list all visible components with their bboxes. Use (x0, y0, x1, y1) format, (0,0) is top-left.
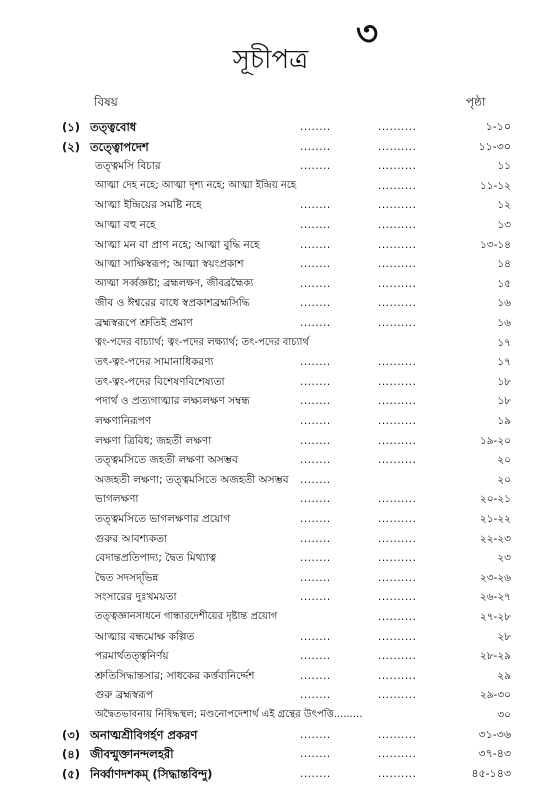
toc-leader-dots: .......... (378, 689, 417, 702)
toc-entry (0, 391, 541, 411)
toc-entry-title: অনাত্মশ্রীবিগর্হণ প্রকরণ (90, 727, 198, 742)
toc-entry-number: (৫) (62, 766, 80, 781)
toc-leader-dots: ........ (300, 121, 331, 133)
toc-leader-dots: .......... (378, 591, 417, 604)
toc-entry-page: ২০ (497, 454, 511, 467)
toc-entry (0, 764, 541, 784)
toc-leader-dots: .......... (378, 728, 417, 741)
page-title: সূচীপত্র (232, 45, 309, 75)
toc-entry-page: ২৯-৩০ (479, 689, 511, 702)
toc-leader-dots: ........ (300, 140, 331, 153)
toc-entry-page: ৩০ (497, 709, 511, 721)
toc-entry (0, 685, 541, 705)
toc-entry-title: পদার্থ ও প্রত্যগাত্মার লক্ষ্যলক্ষণ সম্বন্ধ (95, 395, 250, 408)
toc-entry (0, 627, 541, 647)
toc-entry (0, 333, 541, 353)
toc-leader-dots: ........ (300, 375, 331, 388)
toc-entry-page: ২৮ (497, 630, 511, 643)
toc-entry (0, 725, 541, 745)
toc-entry-page: ২৯ (497, 669, 511, 682)
toc-entry (0, 156, 541, 176)
toc-entry-title: জীবন্মুক্তানন্দলহরী (90, 747, 174, 762)
toc-entry-page: ১১-৩০ (478, 139, 511, 153)
toc-entry-page: ২০ (497, 473, 511, 486)
toc-entry-title: আত্মা ইন্দ্রিয়ের সমষ্টি নহে (95, 199, 202, 212)
toc-leader-dots: .......... (378, 395, 417, 408)
toc-entry-page: ১৩ (497, 219, 511, 231)
toc-entry-page: ২৩-২৬ (479, 571, 511, 584)
toc-leader-dots: ........ (300, 434, 331, 447)
toc-entry-page: ১১-১২ (479, 179, 511, 192)
toc-leader-dots: .......... (378, 571, 417, 584)
toc-leader-dots: ........ (300, 532, 331, 545)
toc-entry-page: ১৩-১৪ (479, 238, 511, 251)
toc-entry (0, 568, 541, 588)
toc-entry-number: (৪) (62, 747, 80, 762)
toc-entry (0, 607, 541, 627)
toc-leader-dots: .......... (378, 356, 417, 369)
toc-leader-dots: .......... (378, 650, 417, 663)
toc-leader-dots: .......... (378, 434, 417, 447)
toc-entry (0, 195, 541, 215)
toc-entry-title: জীব ও ঈশ্বরের বাধে স্বপ্রকাশব্রহ্মসিদ্ধি (95, 297, 250, 310)
toc-leader-dots: .......... (378, 630, 417, 643)
header-subject: বিষয় (94, 95, 118, 109)
toc-entry (0, 372, 541, 392)
toc-entry (0, 176, 541, 196)
toc-leader-dots: .......... (378, 199, 417, 212)
toc-entry-title: তৎ-ত্বং-পদের সামানাধিকরণ্য (95, 356, 214, 369)
toc-entry (0, 705, 541, 725)
toc-entry (0, 529, 541, 549)
toc-entry-title: নির্ব্বাণদশকম্ (সিদ্ধান্তবিন্দু) (90, 766, 213, 781)
toc-leader-dots: .......... (378, 513, 417, 525)
toc-leader-dots: ........ (300, 277, 331, 290)
toc-leader-dots: ........ (300, 219, 331, 231)
toc-entry-title: পরমার্থতত্ত্বনির্ণয় (95, 650, 169, 663)
toc-entry (0, 489, 541, 509)
toc-entry (0, 431, 541, 451)
toc-leader-dots: ........ (300, 591, 331, 604)
toc-leader-dots: ........ (300, 650, 331, 663)
toc-leader-dots: ........ (300, 513, 331, 525)
toc-entry (0, 215, 541, 235)
toc-leader-dots: .......... (378, 375, 417, 388)
toc-leader-dots: ........ (300, 689, 331, 702)
toc-leader-dots: .......... (378, 454, 417, 467)
toc-entry-title: অজহতী লক্ষণা; তত্ত্বমসিতে অজহতী অসম্ভব (95, 473, 289, 486)
toc-leader-dots: ........ (300, 356, 331, 369)
toc-entry-title: দ্বৈত সদসদ্‌ভিন্ন (95, 571, 159, 584)
toc-entry-title: শ্রুতিসিদ্ধান্তসার; সাধকের কর্ত্তব্যনির্দ্দেশ (95, 669, 255, 682)
toc-entry-number: (৩) (62, 727, 80, 742)
toc-leader-dots: ........ (300, 317, 331, 329)
toc-entry-page: ১৯-২০ (479, 434, 511, 447)
toc-entry-page: ১৪ (497, 258, 511, 271)
toc-entry-title: তত্ত্বমসিতে ভাগলক্ষণার প্রয়োগ (95, 513, 231, 525)
toc-entry-page: ১২ (497, 199, 511, 212)
toc-leader-dots: .......... (378, 317, 417, 329)
toc-entry-title: লক্ষণা ত্রিবিধ; জহতী লক্ষণা (95, 434, 212, 447)
toc-leader-dots: ........ (300, 669, 331, 682)
toc-entry-page: ২১-২২ (479, 513, 511, 525)
toc-entry-page: ১১ (497, 160, 511, 173)
toc-entry (0, 548, 541, 568)
toc-entry-title: গুরু ব্রহ্মস্বরূপ (95, 689, 153, 702)
toc-leader-dots: ........ (300, 199, 331, 212)
toc-entry-title: গুরুর আবশ্যকতা (95, 532, 168, 545)
toc-leader-dots: ........ (300, 415, 331, 427)
toc-leader-dots: .......... (378, 160, 417, 173)
toc-entry-title: আত্মার বন্ধমোক্ষ কল্পিত (95, 630, 195, 643)
toc-entry-title: তত্ত্বমসিতে জহতী লক্ষণা অসম্ভব (95, 454, 238, 467)
page-number: ৩ (356, 14, 379, 54)
toc-entry-page: ২২-২৩ (479, 532, 511, 545)
toc-leader-dots: ........ (300, 728, 331, 741)
toc-entry (0, 646, 541, 666)
toc-leader-dots: ........ (300, 630, 331, 643)
toc-leader-dots: .......... (378, 611, 417, 623)
toc-entry-page: ৪৫-১৪৩ (471, 766, 511, 780)
toc-leader-dots: ........ (300, 748, 331, 761)
toc-entry (0, 666, 541, 686)
toc-leader-dots: .......... (378, 552, 417, 565)
toc-leader-dots: .......... (378, 748, 417, 761)
toc-entry-title: তত্ত্বজ্ঞানসাধনে গান্ধারদেশীয়ের দৃষ্টান্ত প্রয়োগ (95, 611, 278, 622)
toc-entry-title: আত্মা দেহ নহে; আত্মা দৃশ্য নহে; আত্মা ইন্দ্রিয় নহে (95, 179, 297, 191)
toc-entry-title: আত্মা মন বা প্রাণ নহে; আত্মা বুদ্ধি নহে (95, 238, 260, 251)
toc-leader-dots: ........ (300, 454, 331, 467)
toc-entry-title: বেদান্তপ্রতিপাদ্য; দ্বৈত মিথ্যাত্ব (95, 552, 217, 565)
toc-leader-dots: ........ (300, 571, 331, 584)
toc-entry (0, 587, 541, 607)
toc-leader-dots: .......... (378, 121, 417, 133)
toc-entry-title: লক্ষণানিরূপণ (95, 415, 152, 427)
toc-entry (0, 254, 541, 274)
toc-entry-page: ২৮-২৯ (479, 650, 511, 663)
toc-entry-page: ১৬ (497, 297, 511, 310)
toc-entry-page: ২৬-২৭ (479, 591, 511, 604)
toc-entry-title: তত্ত্বমসি বিচার (95, 160, 161, 173)
toc-entry-page: ১৫ (497, 277, 511, 290)
toc-entry-title: ভাগলক্ষণা (95, 493, 139, 506)
toc-entry (0, 235, 541, 255)
toc-entry (0, 509, 541, 529)
toc-entry-page: ২০-২১ (479, 493, 511, 506)
toc-entry-number: (১) (62, 120, 80, 134)
toc-entry-number: (২) (62, 139, 80, 154)
toc-leader-dots: .......... (378, 532, 417, 545)
toc-entry (0, 274, 541, 294)
toc-leader-dots: .......... (378, 277, 417, 290)
toc-entry-page: ১৮ (497, 375, 511, 388)
toc-entry-page: ১৯ (497, 415, 511, 427)
toc-leader-dots: ........ (300, 238, 331, 251)
toc-leader-dots: .......... (378, 415, 417, 427)
toc-entry (0, 744, 541, 764)
toc-leader-dots: .......... (378, 140, 417, 153)
toc-leader-dots: .......... (378, 493, 417, 506)
toc-leader-dots: ........ (300, 297, 331, 310)
toc-leader-dots: ........ (300, 160, 331, 173)
toc-leader-dots: .......... (378, 219, 417, 231)
toc-leader-dots: .......... (378, 238, 417, 251)
toc-entry-title: ব্রহ্মস্বরূপে শ্রুতিই প্রমাণ (95, 317, 193, 329)
toc-entry-page: ৩১-৩৬ (478, 727, 511, 741)
toc-leader-dots: ........ (300, 552, 331, 565)
toc-leader-dots: ........ (300, 473, 331, 486)
toc-entry-title: আত্মা বহু নহে (95, 219, 156, 231)
toc-entry (0, 117, 541, 137)
toc-entry (0, 137, 541, 157)
toc-leader-dots: .......... (378, 767, 417, 780)
toc-entry (0, 411, 541, 431)
toc-leader-dots: ........ (300, 258, 331, 271)
toc-leader-dots: .......... (378, 297, 417, 310)
toc-entry (0, 352, 541, 372)
toc-entry-page: ১৮ (497, 395, 511, 408)
toc-leader-dots: .......... (378, 179, 417, 192)
toc-entry-title: ত্বং-পদের বাচ্যার্থ; ত্বং-পদের লক্ষ্যার্থ; তৎ-পদের বাচ্যার্থ (95, 336, 309, 348)
toc-entry-title: আত্মা সর্ব্বজ্ঞষ্টা; ব্রহ্মলক্ষণ, জীবব্রহ্মৈক্য (95, 277, 254, 289)
toc-leader-dots: ........ (300, 767, 331, 780)
toc-leader-dots: .......... (378, 669, 417, 682)
toc-entry-title: তৎ-ত্বং-পদের বিশেষণবিশেষ্যতা (95, 375, 225, 388)
toc-entry-page: ১-১০ (485, 120, 511, 133)
toc-entry-page: ২৭-২৮ (479, 611, 511, 623)
toc-leader-dots: ........ (300, 395, 331, 408)
header-page: পৃষ্ঠা (466, 95, 486, 109)
toc-entry (0, 293, 541, 313)
toc-entry-title: তত্ত্ববোধ (90, 120, 137, 134)
toc-entry (0, 313, 541, 333)
toc-leader-dots: ........ (300, 493, 331, 506)
toc-entry-title: সংসারের দুঃখময়তা (95, 591, 177, 604)
toc-entry-page: ১৬ (497, 317, 511, 329)
toc-entry-title: তত্ত্বোপদেশ (90, 139, 149, 154)
toc-entry (0, 470, 541, 490)
toc-entry-page: ৩৭-৪৩ (478, 747, 511, 761)
toc-entry-page: ১৭ (497, 356, 511, 369)
toc-entry-page: ২৩ (497, 552, 511, 565)
toc-leader-dots: .......... (378, 258, 417, 271)
toc-entry-title: আত্মা সাক্ষিস্বরূপ; আত্মা স্বয়ংপ্রকাশ (95, 258, 244, 271)
toc-entry-title: অদ্বৈতভাবনায় নিষিদ্ধস্থল; মণ্ডনোপদেশার্থ এই গ্রন্থের উৎপত্তি......... (95, 709, 363, 720)
toc-entry (0, 450, 541, 470)
toc-entry-page: ১৭ (497, 336, 511, 349)
